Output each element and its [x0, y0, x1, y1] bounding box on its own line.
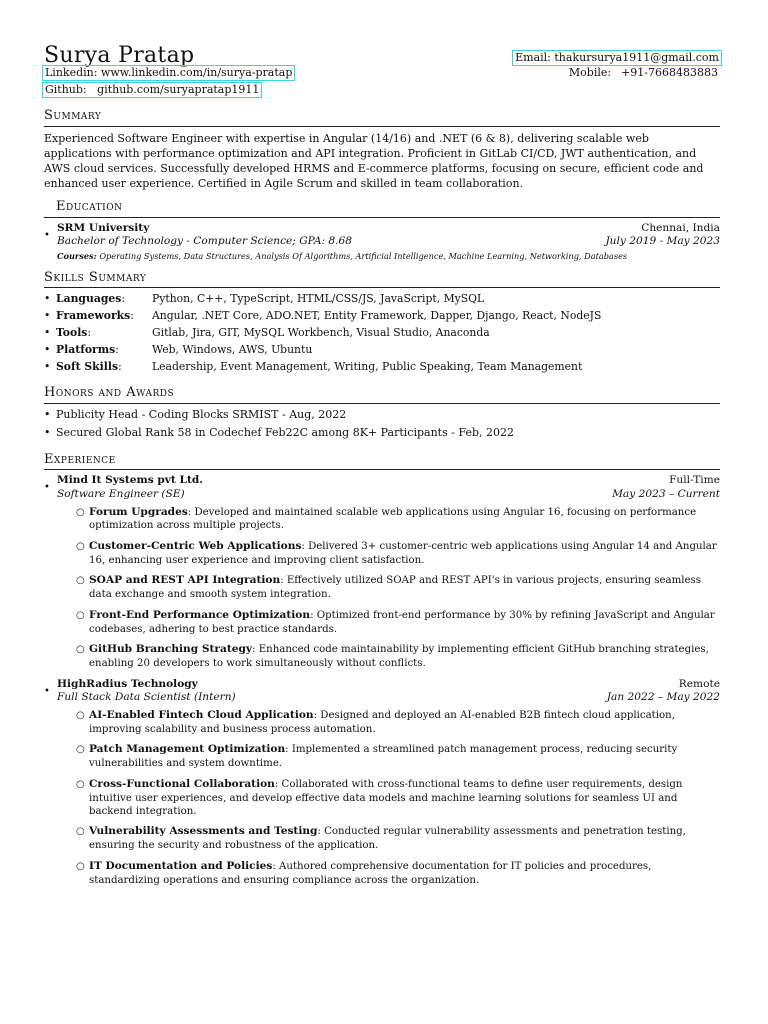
github-label: Github:: [45, 83, 87, 96]
bullet-icon: •: [44, 407, 51, 421]
list-item: ○ AI-Enabled Fintech Cloud Application: Designed and deployed an AI-enabled B2B fintech cloud application, improving scalability and business process automation.: [76, 708, 675, 735]
circle-bullet-icon: ○: [76, 644, 85, 656]
job-dates: Jan 2022 – May 2022: [606, 691, 720, 704]
skill-value: Gitlab, Jira, GIT, MySQL Workbench, Visual Studio, Anaconda: [152, 326, 490, 340]
list-item: ○ SOAP and REST API Integration: Effectively utilized SOAP and REST API's in various projects, ensuring seamless data exchange and smooth system integration.: [76, 574, 701, 601]
honor-item: • Publicity Head - Coding Blocks SRMIST - Aug, 2022: [44, 407, 347, 421]
skill-label: Platforms: [56, 343, 116, 357]
bullet-icon: •: [44, 425, 51, 439]
github-url: github.com/suryapratap1911: [97, 83, 260, 96]
github-link[interactable]: [42, 82, 262, 98]
skill-label: Languages: [56, 292, 122, 306]
bullet-icon: •: [44, 309, 51, 323]
job-type: Full-Time: [669, 474, 720, 487]
skills-list: [44, 292, 720, 377]
bullet-icon: •: [44, 360, 51, 374]
honors-heading: Honors and Awards: [44, 385, 720, 404]
list-item: ○ Vulnerability Assessments and Testing: Conducted regular vulnerability assessments and penetration testing, ensuring the security and robustness of the application.: [76, 825, 686, 852]
bullet-icon: •: [44, 326, 51, 340]
list-item: ○ Forum Upgrades: Developed and maintained scalable web applications using Angular 16, focusing on performance optimization across multiple projects.: [76, 505, 697, 532]
school-location: Chennai, India: [641, 221, 720, 234]
education-heading: Education: [44, 199, 720, 218]
circle-bullet-icon: ○: [76, 575, 85, 587]
list-item: ○ Front-End Performance Optimization: Optimized front-end performance by 30% by refining JavaScript and Angular codebases, adhering to best practice standards.: [76, 608, 715, 635]
company-name: Mind It Systems pvt Ltd.: [57, 474, 203, 487]
list-item: ○ Patch Management Optimization: Implemented a streamlined patch management process, reducing security vulnerabilities and system downtime.: [76, 743, 678, 770]
school-name: SRM University: [57, 221, 150, 234]
job-role: Full Stack Data Scientist (Intern): [57, 691, 236, 704]
job-role: Software Engineer (SE): [57, 487, 185, 500]
bullet-icon: •: [44, 343, 51, 357]
education-dates: July 2019 - May 2023: [605, 235, 720, 248]
courses-label: Courses:: [57, 251, 97, 262]
skill-value: Angular, .NET Core, ADO.NET, Entity Framework, Dapper, Django, React, NodeJS: [152, 309, 602, 323]
bullet-icon: •: [44, 685, 50, 697]
resume-page: [44, 44, 720, 894]
skill-value: Python, C++, TypeScript, HTML/CSS/JS, JavaScript, MySQL: [152, 292, 485, 306]
circle-bullet-icon: ○: [76, 709, 85, 721]
job-entry: [44, 474, 720, 501]
company-name: HighRadius Technology: [57, 677, 198, 690]
candidate-name: Surya Pratap: [44, 43, 195, 68]
linkedin-link[interactable]: Linkedin: www.linkedin.com/in/surya-pratap: [42, 65, 295, 81]
job-highlights: [44, 709, 720, 888]
circle-bullet-icon: ○: [76, 860, 85, 872]
list-item: ○ IT Documentation and Policies: Authored comprehensive documentation for IT policies and procedures, standardizing operations and ensuring compliance across the organization.: [76, 859, 652, 886]
mobile-number: +91-7668483883: [621, 66, 718, 79]
circle-bullet-icon: ○: [76, 778, 85, 790]
list-item: ○ Customer-Centric Web Applications: Delivered 3+ customer-centric web applications using Angular 14 and Angular 16, enhancing user experience and improving client satisfaction.: [76, 539, 717, 566]
honor-item: • Secured Global Rank 58 in Codechef Feb22C among 8K+ Participants - Feb, 2022: [44, 425, 515, 439]
bullet-icon: •: [44, 292, 51, 306]
skills-heading: Skills Summary: [44, 270, 720, 289]
job-highlights: [44, 506, 720, 671]
skill-row: • Platforms: Web, Windows, AWS, Ubuntu: [44, 343, 313, 357]
list-item: ○ GitHub Branching Strategy: Enhanced code maintainability by implementing efficient GitHub branching strategies, enabling 20 developers to work simultaneously without conflicts.: [76, 643, 709, 670]
skill-value: Leadership, Event Management, Writing, Public Speaking, Team Management: [152, 360, 583, 374]
resume-header: [44, 44, 720, 100]
circle-bullet-icon: ○: [76, 506, 85, 518]
skill-label: Tools: [56, 326, 88, 340]
list-item: ○ Cross-Functional Collaboration: Collaborated with cross-functional teams to define user requirements, design intuitive user experiences, and develop effective data models and machine learning solutions for seamless UI and backend integration.: [76, 777, 683, 817]
circle-bullet-icon: ○: [76, 744, 85, 756]
summary-heading: Summary: [44, 108, 720, 127]
job-type: Remote: [678, 677, 720, 690]
skill-value: Web, Windows, AWS, Ubuntu: [152, 343, 313, 357]
courses-line: [57, 251, 720, 262]
summary-text: Experienced Software Engineer with expertise in Angular (14/16) and .NET (6 & 8), delivering scalable web applications with performance optimization and API integration. Proficient in GitLab CI/CD, JWT authentication, and AWS cloud services. Successfully developed HRMS and E-commerce platforms, focusing on secure, efficient code and enhanced user experience. Certified in Agile Scrum and skilled in team collaboration.: [44, 131, 704, 191]
skill-row: • Languages: Python, C++, TypeScript, HTML/CSS/JS, JavaScript, MySQL: [44, 292, 485, 306]
experience-heading: Experience: [44, 452, 720, 471]
courses-list: Operating Systems, Data Structures, Analysis Of Algorithms, Artificial Intelligence, Machine Learning, Networking, Databases: [99, 251, 628, 262]
circle-bullet-icon: ○: [76, 609, 85, 621]
skill-label: Soft Skills: [56, 360, 119, 374]
education-entry: [44, 222, 720, 262]
job-dates: May 2023 – Current: [612, 487, 720, 500]
skill-row: • Frameworks: Angular, .NET Core, ADO.NET, Entity Framework, Dapper, Django, React, NodeJS: [44, 309, 602, 323]
circle-bullet-icon: ○: [76, 540, 85, 552]
mobile-label: Mobile:: [568, 66, 612, 79]
bullet-icon: •: [44, 229, 50, 241]
degree: Bachelor of Technology - Computer Science; GPA: 8.68: [57, 235, 352, 248]
skill-row: • Soft Skills: Leadership, Event Management, Writing, Public Speaking, Team Management: [44, 360, 583, 374]
circle-bullet-icon: ○: [76, 826, 85, 838]
email-link[interactable]: Email: thakursurya1911@gmail.com: [512, 50, 722, 66]
honors-list: [44, 408, 720, 444]
skill-label: Frameworks: [56, 309, 131, 323]
mobile-line: [569, 66, 718, 80]
bullet-icon: •: [44, 482, 50, 494]
skill-row: • Tools: Gitlab, Jira, GIT, MySQL Workbench, Visual Studio, Anaconda: [44, 326, 490, 340]
job-entry: [44, 678, 720, 705]
